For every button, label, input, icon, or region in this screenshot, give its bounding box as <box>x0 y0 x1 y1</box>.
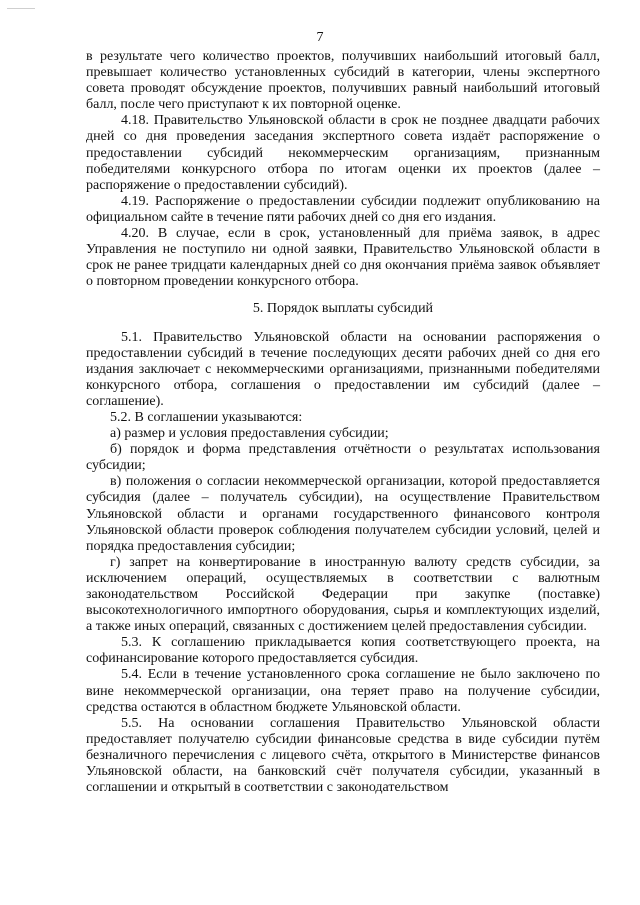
list-item-g: г) запрет на конвертирование в иностранную валюту средств субсидии, за исключением операций, осуществляемых в соответствии с валютным законодательством Российской Федерации при закупке (поставке) высокотехнологичного импортного оборудования, сырья и комплектующих изделий, а также иных операций, связанных с достижением целей предоставления субсидии. <box>86 554 600 635</box>
paragraph-4-20: 4.20. В случае, если в срок, установленный для приёма заявок, в адрес Управления не поступило ни одной заявки, Правительство Ульяновской области в срок не ранее тридцати календарных дней со дня окончания приёма заявок объявляет о повторном проведении конкурсного отбора. <box>86 226 600 290</box>
paragraph-4-18: 4.18. Правительство Ульяновской области в срок не позднее двадцати рабочих дней со дня проведения заседания экспертного совета издаёт распоряжение о предоставлении субсидий некоммерческим организациям, признанным победителями конкурсного отбора по итогам оценки их проектов (далее – распоряжение о предоставлении субсидий). <box>86 113 600 193</box>
scan-mark <box>7 8 35 9</box>
paragraph-4-19: 4.19. Распоряжение о предоставлении субсидии подлежит опубликованию на официальном сайте в течение пяти рабочих дней со дня его издания. <box>86 193 600 225</box>
document-body <box>86 49 600 796</box>
page-number: 7 <box>316 30 324 45</box>
paragraph-5-5: 5.5. На основании соглашения Правительство Ульяновской области предоставляет получателю субсидии финансовые средства в виде субсидии путём безналичного перечисления с лицевого счёта, открытого в Министерстве финансов Ульяновской области, на банковский счёт получателя субсидии, указанный в соглашении и открытый в соответствии с законодательством <box>86 715 600 796</box>
paragraph-5-2: 5.2. В соглашении указываются: <box>110 409 303 425</box>
list-item-b: б) порядок и форма представления отчётности о результатах использования субсидии; <box>86 442 600 474</box>
paragraph-5-1: 5.1. Правительство Ульяновской области на основании распоряжения о предоставлении субсидий в течение последующих десяти рабочих дней со дня его издания заключает с некоммерческими организациями, признанными победителями конкурсного отбора, соглашения о предоставлении им субсидий (далее – соглашение). <box>86 329 600 409</box>
list-item-a: а) размер и условия предоставления субсидии; <box>110 426 389 442</box>
paragraph-5-3: 5.3. К соглашению прикладывается копия соответствующего проекта, на софинансирование которого предоставляется субсидия. <box>86 635 600 667</box>
paragraph-5-4: 5.4. Если в течение установленного срока соглашение не было заключено по вине некоммерческой организации, она теряет право на получение субсидии, средства остаются в областном бюджете Ульяновской области. <box>86 667 600 715</box>
list-item-v: в) положения о согласии некоммерческой организации, которой предоставляется субсидия (далее – получатель субсидии), на осуществление Правительством Ульяновской области и органами государственного финансового контроля Ульяновской области проверок соблюдения получателем субсидии условий, целей и порядка предоставления субсидии; <box>86 474 600 554</box>
paragraph-4-17-continued: в результате чего количество проектов, получивших наибольший итоговый балл, превышает количество установленных субсидий в категории, члены экспертного совета проводят обсуждение проектов, получивших равный наибольший итоговый балл, после чего приступают к их повторной оценке. <box>86 49 600 113</box>
section-5-heading: 5. Порядок выплаты субсидий <box>252 301 434 317</box>
